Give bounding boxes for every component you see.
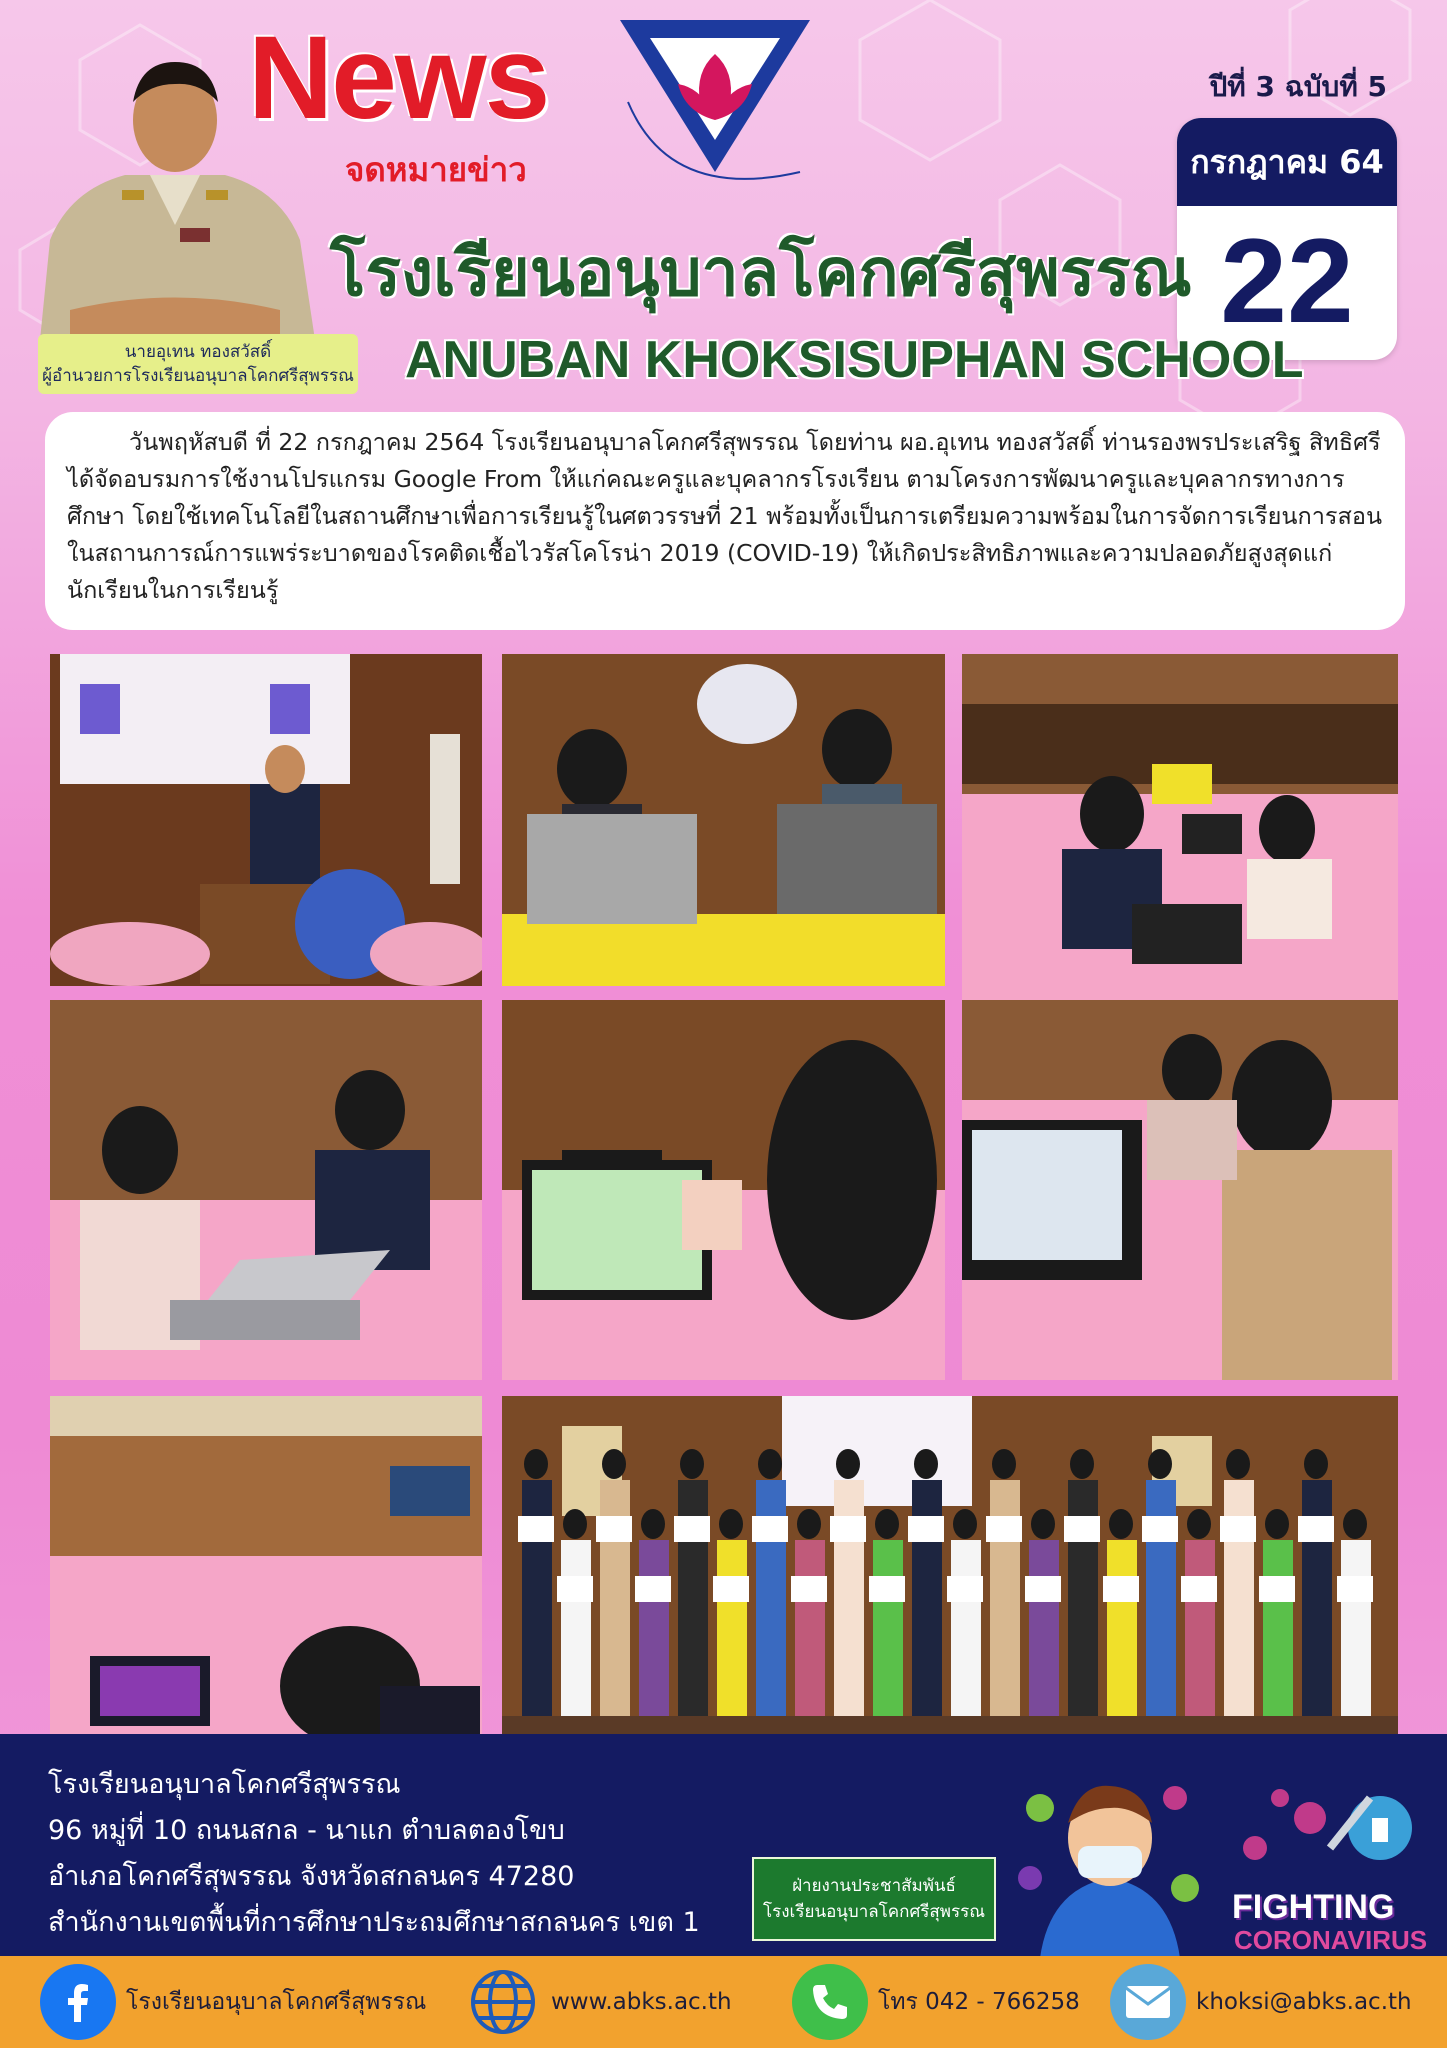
photo-speaker xyxy=(50,654,482,986)
facebook-icon xyxy=(40,1964,116,2040)
calendar-day: 22 xyxy=(1220,214,1354,348)
issue-number: ปีที่ 3 ฉบับที่ 5 xyxy=(1209,70,1387,103)
school-address xyxy=(48,1762,700,1946)
website-text: www.abks.ac.th xyxy=(551,1989,732,2015)
email-icon xyxy=(1110,1964,1186,2040)
director-position: ผู้อำนวยการโรงเรียนอนุบาลโคกศรีสุพรรณ xyxy=(42,366,354,386)
director-name-plate xyxy=(38,334,358,394)
article-body: วันพฤหัสบดี ที่ 22 กรกฎาคม 2564 โรงเรียนอนุบาลโคกศรีสุพรรณ โดยท่าน ผอ.อุเทน ทองสวัสดิ์ ท่านรองพรประเสริฐ สิทธิศรี ได้จัดอบรมการใช้งานโปรแกรม Google From ให้แก่คณะครูและบุคลากรโรงเรียน ตามโครงการพัฒนาครูและบุคลากรทางการศึกษา โดยใช้เทคโนโลยีในสถานศึกษาเพื่อการเรียนรู้ในศตวรรษที่ 21 พร้อมทั้งเป็นการเตรียมความพร้อมในการจัดการเรียนการสอนในสถานการณ์การแพร่ระบาดของโรคติดเชื้อไวรัสโคโรน่า 2019 (COVID-19) ให้เกิดประสิทธิภาพและความปลอดภัยสูงสุดแก่นักเรียนในการเรียนรู้ xyxy=(67,428,1383,604)
photo-group-certificates xyxy=(502,1396,1398,1734)
photo-library-training xyxy=(962,654,1398,1000)
school-name-thai: โรงเรียนอนุบาลโคกศรีสุพรรณ xyxy=(330,234,1192,311)
news-title: News xyxy=(248,12,549,144)
pr-unit-badge xyxy=(752,1857,996,1941)
facebook-contact[interactable] xyxy=(40,1962,426,2042)
photo-training-hall xyxy=(50,1396,482,1734)
calendar-month: กรกฎาคม 64 xyxy=(1177,118,1397,206)
phone-icon xyxy=(792,1964,868,2040)
phone-contact[interactable] xyxy=(792,1962,1080,2042)
website-contact[interactable] xyxy=(465,1962,732,2042)
email-text: khoksi@abks.ac.th xyxy=(1196,1989,1412,2015)
pr-unit-line: โรงเรียนอนุบาลโคกศรีสุพรรณ xyxy=(762,1902,985,1922)
address-line: สำนักงานเขตพื้นที่การศึกษาประถมศึกษาสกลนคร เขต 1 xyxy=(48,1907,700,1938)
campaign-line-1: FIGHTING xyxy=(1232,1888,1395,1926)
campaign-line-2: CORONAVIRUS xyxy=(1234,1925,1428,1955)
email-contact[interactable] xyxy=(1110,1962,1412,2042)
facebook-text: โรงเรียนอนุบาลโคกศรีสุพรรณ xyxy=(126,1989,427,2015)
photo-teachers-laptops xyxy=(50,1000,482,1380)
date-calendar xyxy=(1177,118,1397,360)
globe-icon xyxy=(465,1964,541,2040)
news-subtitle: จดหมายข่าว xyxy=(345,150,527,189)
school-name-english: ANUBAN KHOKSISUPHAN SCHOOL xyxy=(405,331,1304,389)
photo-laptop-screen xyxy=(502,1000,945,1380)
school-logo xyxy=(610,12,840,212)
address-line: 96 หมู่ที่ 10 ถนนสกล - นาแก ตำบลตองโขบ xyxy=(48,1815,565,1846)
address-line: โรงเรียนอนุบาลโคกศรีสุพรรณ xyxy=(48,1769,401,1800)
photo-laptops-students xyxy=(502,654,945,986)
pr-unit-line: ฝ่ายงานประชาสัมพันธ์ xyxy=(792,1876,956,1896)
address-line: อำเภอโคกศรีสุพรรณ จังหวัดสกลนคร 47280 xyxy=(48,1861,575,1892)
director-name: นายอุเทน ทองสวัสดิ์ xyxy=(124,342,272,362)
phone-text: โทร 042 - 766258 xyxy=(878,1989,1080,2015)
article-box xyxy=(45,412,1405,630)
photo-teacher-working xyxy=(962,1000,1398,1380)
